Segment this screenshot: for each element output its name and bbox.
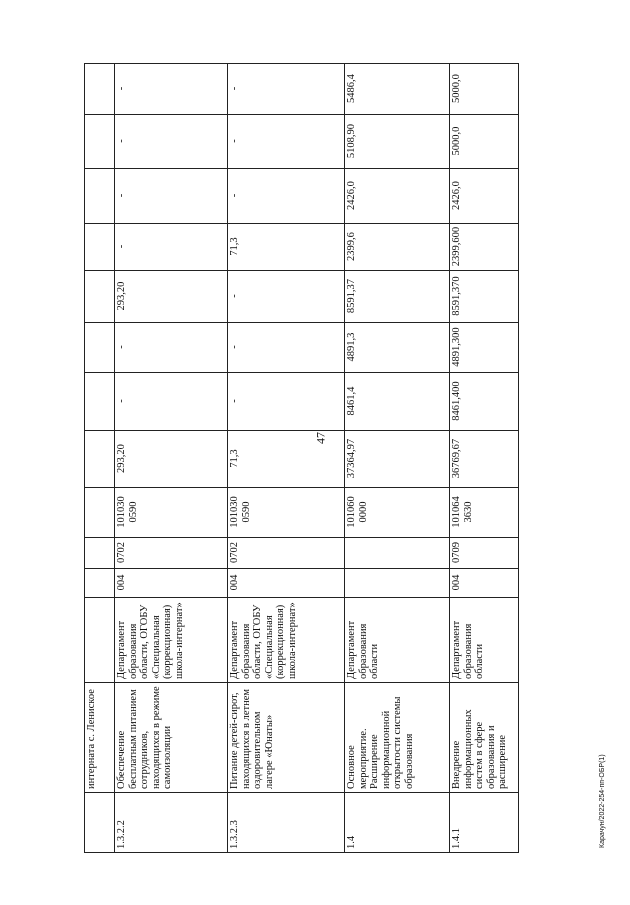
cell-y2025: 2399,600 <box>451 226 462 267</box>
cell-name: Обеспечение бесплатным питанием сотрудников, находящихся в режиме самоизоляции <box>116 686 174 789</box>
cell-y2023: - <box>229 345 240 349</box>
cell-rzpr: 0702 <box>116 542 127 563</box>
cell-y2023: 4891,300 <box>451 327 462 367</box>
cell-y2022: 8461,400 <box>451 381 462 421</box>
cell-id: 1.4.1 <box>451 828 462 849</box>
document-footer: Карачун/2022-254-пп-ОБР(1) <box>599 754 606 848</box>
cell-grbs: 004 <box>451 574 462 591</box>
cell-y2025: 71,3 <box>229 237 240 256</box>
cell-executor: Департамент образования области, ОГОБУ «Специальная (коррекционная) школа-интернат» <box>229 602 298 679</box>
cell-y2024: 8591,37 <box>346 278 357 314</box>
cell-grbs: 004 <box>116 574 127 591</box>
cell-executor: Департамент образования области <box>451 620 486 679</box>
cell-csr: 101060 0000 <box>346 496 369 528</box>
cell-y2027: - <box>229 139 240 143</box>
cell-y2027: 5000,0 <box>451 126 462 156</box>
cell-id: 1.3.2.3 <box>229 820 240 849</box>
cell-y2022: - <box>116 399 127 403</box>
cell-csr: 101030 0590 <box>229 496 252 528</box>
cell-y2028: - <box>116 86 127 91</box>
cell-y2026: 2426,0 <box>346 181 357 210</box>
cell-name: Основное мероприятие. Расширение информационной открытости системы образования <box>346 696 415 789</box>
cell-total: 293,20 <box>116 444 127 473</box>
cell-y2026: 2426,0 <box>451 181 462 210</box>
cell-y2022: - <box>229 399 240 403</box>
row-border <box>518 63 519 852</box>
cell-total: 37364,97 <box>346 438 357 479</box>
cell-rzpr: 0709 <box>451 542 462 563</box>
cell-csr: 101064 3630 <box>451 496 474 528</box>
cell-total: 36769,67 <box>451 438 462 479</box>
cell-y2028: 5486,4 <box>346 74 357 103</box>
cell-y2027: 5108,90 <box>346 123 357 159</box>
cell-y2026: - <box>116 193 127 198</box>
cell-y2025: 2399,6 <box>346 232 357 261</box>
cell-id: 1.3.2.2 <box>116 820 127 849</box>
cell-grbs: 004 <box>229 574 240 591</box>
cell-y2028: 5000,0 <box>451 74 462 103</box>
cell-csr: 101030 0590 <box>116 496 139 528</box>
cell-y2026: - <box>229 193 240 198</box>
cell-y2025: - <box>116 244 127 249</box>
cell-executor: Департамент образования области, ОГОБУ «Специальная (коррекционная) школа-интернат» <box>116 602 185 679</box>
page-number: 47 <box>313 432 328 444</box>
cell-name: Питание детей-сирот, находящихся в летнем оздоровительном лагере «Юнаты» <box>229 688 275 789</box>
cell-y2022: 8461,4 <box>346 386 357 416</box>
cell-y2024: 8591,370 <box>451 276 462 316</box>
column-border <box>84 852 519 853</box>
cell-y2024: - <box>229 294 240 298</box>
cell-y2023: - <box>116 345 127 349</box>
cell-total: 71,3 <box>229 449 240 468</box>
cell-y2023: 4891,3 <box>346 332 357 362</box>
cell-rzpr: 0702 <box>229 542 240 563</box>
cell-y2027: - <box>116 139 127 143</box>
cell-id: 1.4 <box>346 835 357 849</box>
cell-y2028: - <box>229 86 240 91</box>
cell-name: интерната с. Лениское <box>86 689 97 789</box>
cell-y2024: 293,20 <box>116 281 127 311</box>
cell-executor: Департамент образования области <box>346 620 381 679</box>
cell-name: Внедрение информационных систем в сфере образования и расширение <box>451 709 509 789</box>
